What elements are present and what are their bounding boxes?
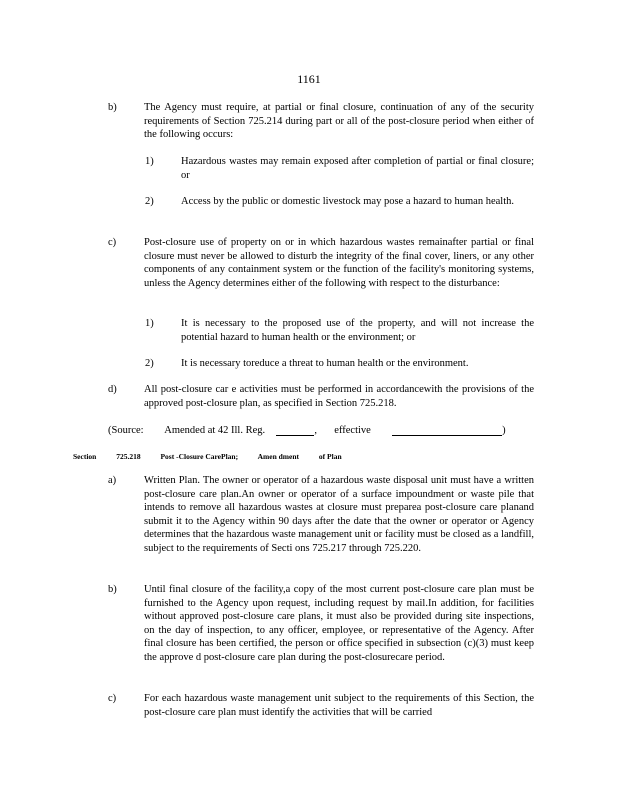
item-text: Written Plan. The owner or operator of a hazardous waste disposal unit must have a written post-closure care plan.An owner or operator of a surface impoundment or waste pile that intends to remove all hazardous wastes at closure must preparea post-closure care planand submit it to the Agency within 90 days after the date that the owner or operator or Agency determines that the hazardous waste management unit or facility must be closed as a landfill, subject to the requirements of Secti ons 725.217 through 725.220. [144,475,534,554]
item-text: All post-closure car e activities must be performed in accordancewith the provisions of the approved post-closure plan, as specified in Section 725.218. [144,384,534,409]
section-title-part-2: Amen dment [257,452,300,461]
effective-date-blank [392,424,502,436]
item-label: a) [108,475,117,486]
item-text: For each hazardous waste management unit subject to the requirements of this Section, the post-closure care plan must identify the activities that will be carried [144,693,534,718]
source-amended: Amended at 42 Ill. Reg. [164,425,266,436]
source-close: ) [502,425,506,436]
item-text: It is necessary toreduce a threat to human health or the environment. [181,358,469,369]
item-label: c) [108,237,117,248]
item-text: The Agency must require, at partial or final closure, continuation of any of the security requirements of Section 725.214 during part or all of the post-closure period when either of the following occurs: [144,102,534,141]
item-text: Access by the public or domestic livestock may pose a hazard to human health. [181,196,514,207]
item-text: It is necessary to the proposed use of the property, and will not increase the potential hazard to human health or the environment; or [181,318,534,343]
source-comma: , [314,425,318,436]
source-prefix: (Source: [108,425,144,436]
item-text: Hazardous wastes may remain exposed after completion of partial or final closure; or [181,156,534,181]
item-label: 2) [145,196,154,207]
item-label: c) [108,693,117,704]
item-label: b) [108,102,117,113]
item-text: Until final closure of the facility,a copy of the most current post-closure care plan must be furnished to the Agency upon request, including request by mail.In addition, for facilities without approved post-closure care plans, it must also be provided during site inspections, on the day of inspection, to any officer, employee, or representative of the Agency. After final closure has been certified, the person or office specified in subsection (c)(3) must keep the approve d post-closure care plan during the post-closurecare period. [144,584,534,663]
page-number: 1161 [297,72,321,86]
section-number: 725.218 [116,452,141,461]
source-effective: effective [334,425,371,436]
item-text: Post-closure use of property on or in which hazardous wastes remainafter partial or final closure must never be allowed to disturb the integrity of the final cover, liners, or any other components of any containment system or the function of the facility's monitoring systems, unless the Agency determines either of the following with respect to the disturbance: [144,237,534,289]
item-label: 1) [145,318,154,329]
item-label: 1) [145,156,154,167]
item-label: d) [108,384,117,395]
section-word: Section [73,452,97,461]
reg-page-blank [276,424,314,436]
source-note [108,424,506,436]
section-title-part-3: of Plan [318,452,342,461]
section-heading [73,452,360,461]
item-label: b) [108,584,117,595]
section-title-part-1: Post -Closure CarePlan; [160,452,239,461]
item-label: 2) [145,358,154,369]
